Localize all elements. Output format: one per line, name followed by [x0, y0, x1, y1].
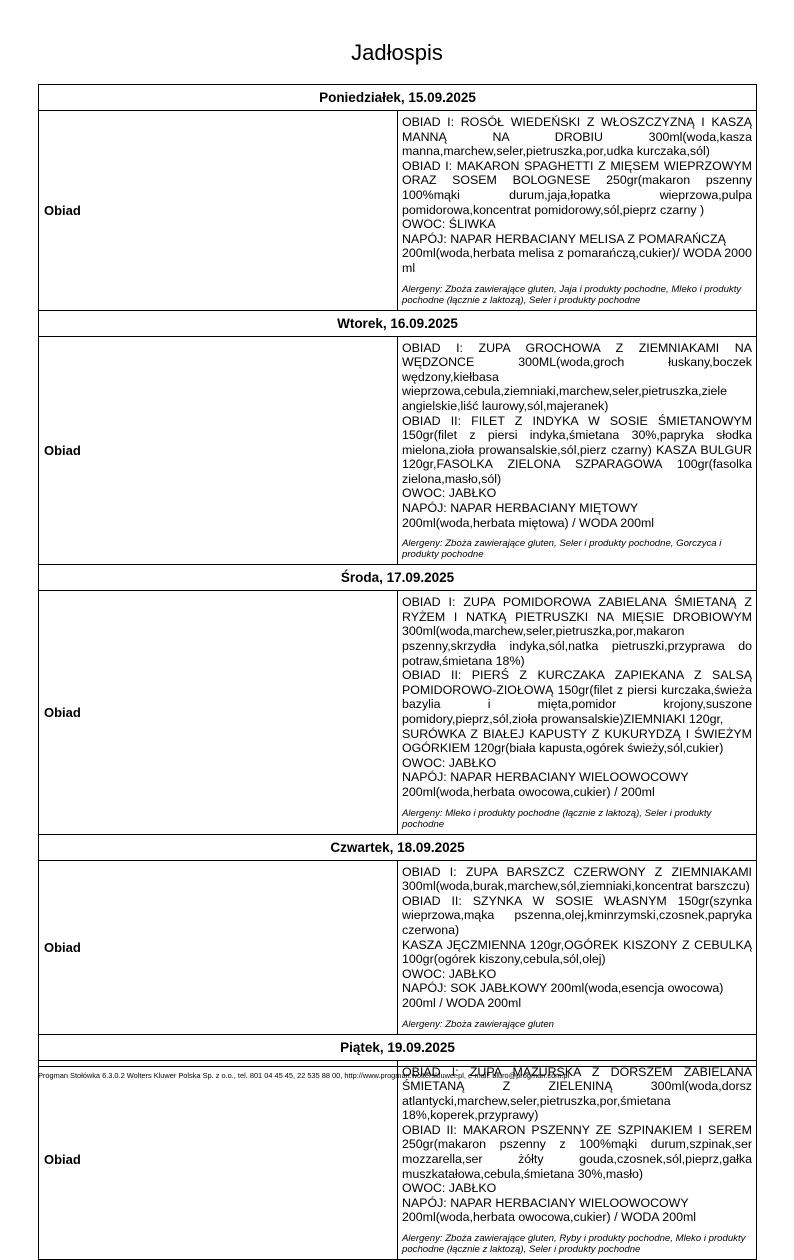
meal-content [398, 336, 757, 565]
meal-content [398, 1060, 757, 1260]
menu-line: OWOC: JABŁKO [402, 1181, 497, 1196]
menu-line: NAPÓJ: NAPAR HERBACIANY WIELOOWOCOWY 200ml(woda,herbata owocowa,cukier) / 200ml [402, 770, 689, 799]
menu-line: OWOC: JABŁKO [402, 486, 497, 501]
footer-text: Progman Stołówka 6.3.0.2 Wolters Kluwer Polska Sp. z o.o., tel. 801 04 45 45, 22 535 88 00, http://www.progman.wolterskluwer.pl, e-mail: biuro@progman.com.pl [38, 1071, 570, 1080]
allergens-note: Alergeny: Mleko i produkty pochodne (łącznie z laktozą), Seler i produkty pochodne [402, 807, 712, 830]
day-header: Wtorek, 16.09.2025 [39, 310, 757, 336]
meal-label: Obiad [39, 336, 398, 565]
menu-line: OBIAD I: MAKARON SPAGHETTI Z MIĘSEM WIEPRZOWYM ORAZ SOSEM BOLOGNESE 250gr(makaron pszenny 100%mąki durum,jaja,łopatka wieprzowa,pulpa pomidorowa,koncentrat pomidorowy,sól,pieprz czarny ) [402, 158, 752, 217]
menu-line: OBIAD I: ZUPA POMIDOROWA ZABIELANA ŚMIETANĄ Z RYŻEM I NATKĄ PIETRUSZKI NA MIĘSIE DROBIOWYM 300ml(woda,marchew,seler,pietruszka,por,makaron pszenny,skrzydła indyka,sól,natka pietruszki,przyprawa do potraw,śmietana 18%) [402, 595, 752, 668]
meal-content [398, 591, 757, 834]
menu-line: OBIAD II: SZYNKA W SOSIE WŁASNYM 150gr(szynka wieprzowa,mąka pszenna,olej,kminrzymski,czosnek,papryka czerwona) [402, 893, 752, 937]
day-header: Środa, 17.09.2025 [39, 565, 757, 591]
meal-content [398, 860, 757, 1034]
allergens-note: Alergeny: Zboża zawierające gluten, Ryby i produkty pochodne, Mleko i produkty pochodne (łącznie z laktozą), Seler i produkty pochodne [402, 1233, 746, 1256]
meal-label: Obiad [39, 591, 398, 834]
meal-content [398, 111, 757, 311]
menu-line: KASZA JĘCZMIENNA 120gr,OGÓREK KISZONY Z CEBULKĄ 100gr(ogórek kiszony,cebula,sól,olej) [402, 937, 752, 967]
menu-line: OBIAD I: ZUPA GROCHOWA Z ZIEMNIAKAMI NA WĘDZONCE 300ML(woda,groch łuskany,boczek wędzony,kiełbasa wieprzowa,cebula,ziemniaki,marchew,seler,pietruszka,ziele angielskie,liść laurowy,sól,majeranek) [402, 340, 752, 413]
menu-line: OBIAD II: PIERŚ Z KURCZAKA ZAPIEKANA Z SALSĄ POMIDOROWO-ZIOŁOWĄ 150gr(filet z piersi kurczaka,świeża bazylia i mięta,pomidor krojony,suszone pomidory,pieprz,sól,zioła prowansalskie)ZIEMNIAKI 120gr, [402, 668, 752, 726]
menu-line: OWOC: JABŁKO [402, 966, 497, 981]
menu-line: OBIAD I: ZUPA MAZURSKA Z DORSZEM ZABIELANA ŚMIETANĄ Z ZIELENINĄ 300ml(woda,dorsz atlantycki,marchew,seler,pietruszka,por,śmietana 18%,koperek,przyprawy) [402, 1064, 752, 1123]
day-header-row [39, 834, 757, 860]
menu-line: NAPÓJ: NAPAR HERBACIANY MIĘTOWY 200ml(woda,herbata miętowa) / WODA 200ml [402, 501, 655, 530]
page-title: Jadłospis [351, 40, 443, 65]
allergens-note: Alergeny: Zboża zawierające gluten, Seler i produkty pochodne, Gorczyca i produkty pochodne [402, 538, 722, 561]
menu-line: NAPÓJ: SOK JABŁKOWY 200ml(woda,esencja owocowa) 200ml / WODA 200ml [402, 981, 724, 1010]
menu-line: SURÓWKA Z BIAŁEJ KAPUSTY Z KUKURYDZĄ I ŚWIEŻYM OGÓRKIEM 120gr(biała kapusta,ogórek świeży,sól,cukier) [402, 726, 752, 756]
day-header: Piątek, 19.09.2025 [39, 1034, 757, 1060]
allergens-note: Alergeny: Zboża zawierające gluten [402, 1018, 554, 1030]
menu-line: OBIAD II: MAKARON PSZENNY ZE SZPINAKIEM I SEREM 250gr(makaron pszenny z 100%mąki durum,szpinak,ser mozzarella,ser żółty gouda,czosnek,sól,pieprz,gałka muszkatałowa,cebula,śmietana 30%,masło) [402, 1122, 752, 1181]
menu-line: NAPÓJ: NAPAR HERBACIANY MELISA Z POMARAŃCZĄ 200ml(woda,herbata melisa z pomarańczą,cukier)/ WODA 2000 ml [402, 231, 752, 275]
menu-line: OBIAD I: ROSÓŁ WIEDEŃSKI Z WŁOSZCZYZNĄ I KASZĄ MANNĄ NA DROBIU 300ml(woda,kasza manna,marchew,seler,pietruszka,por,udka kurczaka,sól) [402, 115, 752, 159]
meal-row [39, 1060, 757, 1260]
meal-row [39, 336, 757, 565]
meal-row [39, 591, 757, 834]
day-header-row [39, 85, 757, 111]
day-header-row [39, 1034, 757, 1060]
day-header: Czwartek, 18.09.2025 [39, 834, 757, 860]
day-header-row [39, 310, 757, 336]
day-header-row [39, 565, 757, 591]
footer-divider [38, 1066, 757, 1067]
menu-table [38, 84, 757, 1260]
allergens-note: Alergeny: Zboża zawierające gluten, Jaja i produkty pochodne, Mleko i produkty pochodne (łącznie z laktozą), Seler i produkty pochodne [402, 283, 742, 306]
meal-label: Obiad [39, 860, 398, 1034]
meal-label: Obiad [39, 111, 398, 311]
menu-line: NAPÓJ: NAPAR HERBACIANY WIELOOWOCOWY 200ml(woda,herbata owocowa,cukier) / WODA 200ml [402, 1195, 697, 1225]
menu-line: OWOC: JABŁKO [402, 755, 497, 770]
meal-row [39, 860, 757, 1034]
meal-row [39, 111, 757, 311]
meal-label: Obiad [39, 1060, 398, 1260]
menu-line: OBIAD I: ZUPA BARSZCZ CZERWONY Z ZIEMNIAKAMI 300ml(woda,burak,marchew,sól,ziemniaki,koncentrat barszczu) [402, 864, 752, 894]
day-header: Poniedziałek, 15.09.2025 [39, 85, 757, 111]
menu-line: OBIAD II: FILET Z INDYKA W SOSIE ŚMIETANOWYM 150gr(filet z piersi indyka,śmietana 30%,papryka słodka mielona,zioła prowansalskie,sól,pierz czarny) KASZA BULGUR 120gr,FASOLKA ZIELONA SZPARAGOWA 100gr(fasolka zielona,masło,sól) [402, 413, 752, 486]
menu-line: OWOC: ŚLIWKA [402, 217, 496, 232]
